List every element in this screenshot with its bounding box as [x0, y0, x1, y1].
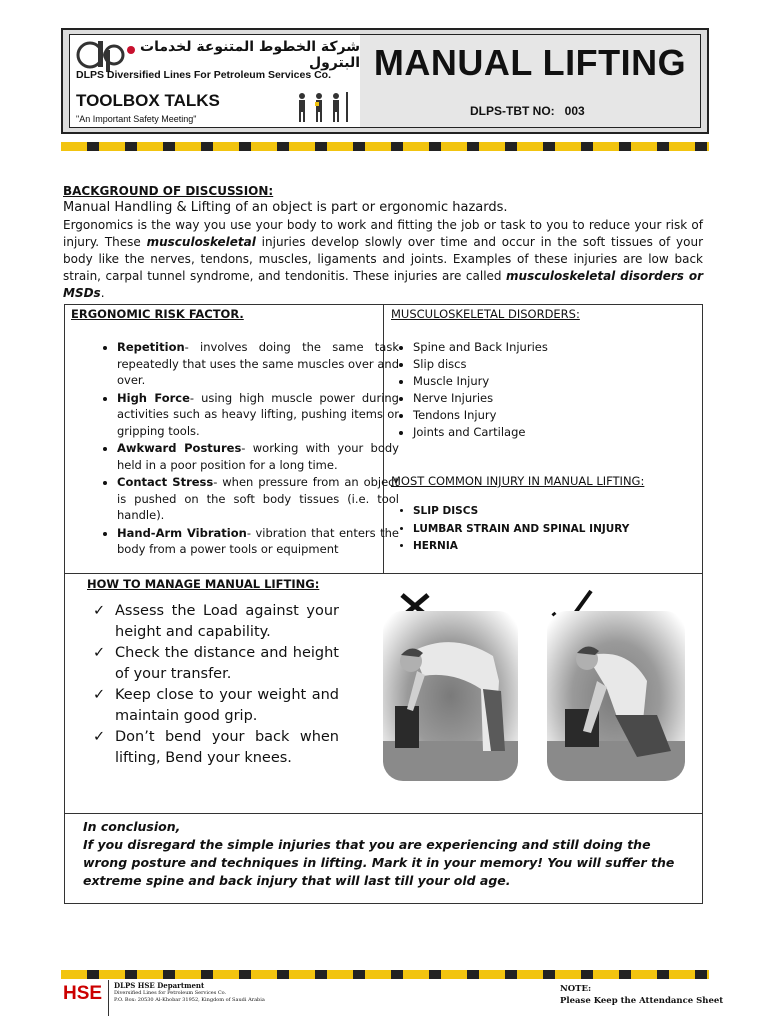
title-area — [360, 35, 700, 90]
tbt-number: 003 — [564, 104, 585, 118]
list-item: • Joints and Cartilage — [413, 424, 548, 441]
checkmark-icon: ✓ — [93, 603, 106, 619]
footer-address: P.O. Box: 20530 Al-Khobar 31952, Kingdom of Saudi Arabia — [114, 997, 265, 1003]
footer-divider — [108, 980, 109, 1016]
list-item: • SLIP DISCS — [413, 503, 629, 521]
common-injury-list — [393, 503, 629, 556]
toolbox-subtitle: "An Important Safety Meeting" — [76, 114, 197, 124]
conclusion-text: If you disregard the simple injuries that you are experiencing and still doing the wrong posture and techniques in lifting. Mark it in your memory! You will suffer the extreme spine and back injury that will last till your old age. — [83, 837, 675, 888]
company-logo-icon — [76, 38, 136, 72]
correct-lifting-image — [547, 611, 685, 781]
checkmark-icon: ✓ — [93, 687, 106, 703]
logo-area — [70, 35, 361, 90]
risk-list — [85, 339, 399, 559]
tbt-label: DLPS-TBT NO: 003 — [470, 104, 585, 118]
list-item: • Repetition- involves doing the same task repeatedly that uses the same muscles over and over. — [117, 339, 399, 389]
toolbox-area — [70, 89, 361, 127]
list-item: • Spine and Back Injuries — [413, 339, 548, 356]
msd-heading: MUSCULOSKELETAL DISORDERS: — [391, 307, 580, 321]
list-item: • Slip discs — [413, 356, 548, 373]
conclusion — [83, 818, 695, 890]
conclusion-lead: In conclusion, — [83, 819, 181, 834]
attendance-note: NOTE: Please Keep the Attendance Sheet — [560, 984, 724, 1006]
list-item: • Muscle Injury — [413, 373, 548, 390]
list-item: ✓ Assess the Load against your height and capability. — [93, 603, 339, 640]
safety-meeting-figures-icon — [294, 90, 356, 124]
list-item: ✓ Don’t bend your back when lifting, Bend your knees. — [93, 729, 339, 766]
footer-department: DLPS HSE Department — [114, 981, 205, 990]
checkmark-icon: ✓ — [93, 645, 106, 661]
hse-logo: HSE — [63, 983, 103, 1004]
tbt-number-area — [360, 89, 700, 127]
background-intro: Manual Handling & Lifting of an object is part or ergonomic hazards. — [63, 200, 508, 215]
list-item: • High Force- using high muscle power during activities such as heavy lifting, pushing items or gripping tools. — [117, 390, 399, 440]
warning-tape-bottom — [61, 970, 709, 979]
background-paragraph: Ergonomics is the way you use your body to work and fitting the job or task to you to reduce your risk of injury. These musculoskeletal injuries develop slowly over time and occur in the soft tissues of your body like the nerves, tendons, muscles, ligaments and joints. Examples of these injuries are low back strain, carpal tunnel syndrome, and tendonitis. These injuries are called musculoskeletal disorders or MSDs. — [63, 218, 703, 300]
wrong-lifting-image — [383, 611, 518, 781]
common-injury-heading: MOST COMMON INJURY IN MANUAL LIFTING: — [391, 474, 645, 488]
warning-tape-top — [61, 142, 709, 151]
risk-heading: ERGONOMIC RISK FACTOR. — [71, 307, 244, 321]
list-item: • Hand-Arm Vibration- vibration that enters the body from a power tools or equipment — [117, 525, 399, 558]
background-heading: BACKGROUND OF DISCUSSION: — [63, 184, 274, 198]
manage-list — [93, 601, 339, 769]
list-item: • HERNIA — [413, 538, 629, 556]
manage-heading: HOW TO MANAGE MANUAL LIFTING: — [87, 577, 320, 591]
content-table — [64, 304, 703, 904]
footer-company: Diversified Lines for Petroleum Services Co. — [114, 990, 227, 996]
company-name: DLPS Diversified Lines For Petroleum Services Co. — [76, 69, 331, 81]
arabic-company-name: شركة الخطوط المتنوعة لخدمات البترول — [140, 39, 360, 71]
checkmark-icon: ✓ — [93, 729, 106, 745]
header-frame — [61, 28, 709, 134]
list-item: ✓ Check the distance and height of your transfer. — [93, 645, 339, 682]
list-item: ✓ Keep close to your weight and maintain good grip. — [93, 687, 339, 724]
toolbox-title: TOOLBOX TALKS — [76, 91, 220, 110]
msd-list — [393, 339, 548, 441]
page-title: MANUAL LIFTING — [373, 42, 687, 83]
list-item: • Tendons Injury — [413, 407, 548, 424]
list-item: • Contact Stress- when pressure from an object is pushed on the soft body tissues (i.e. tool handle). — [117, 474, 399, 524]
list-item: • Awkward Postures- working with your body held in a poor position for a long time. — [117, 440, 399, 473]
list-item: • LUMBAR STRAIN AND SPINAL INJURY — [413, 521, 629, 539]
list-item: • Nerve Injuries — [413, 390, 548, 407]
